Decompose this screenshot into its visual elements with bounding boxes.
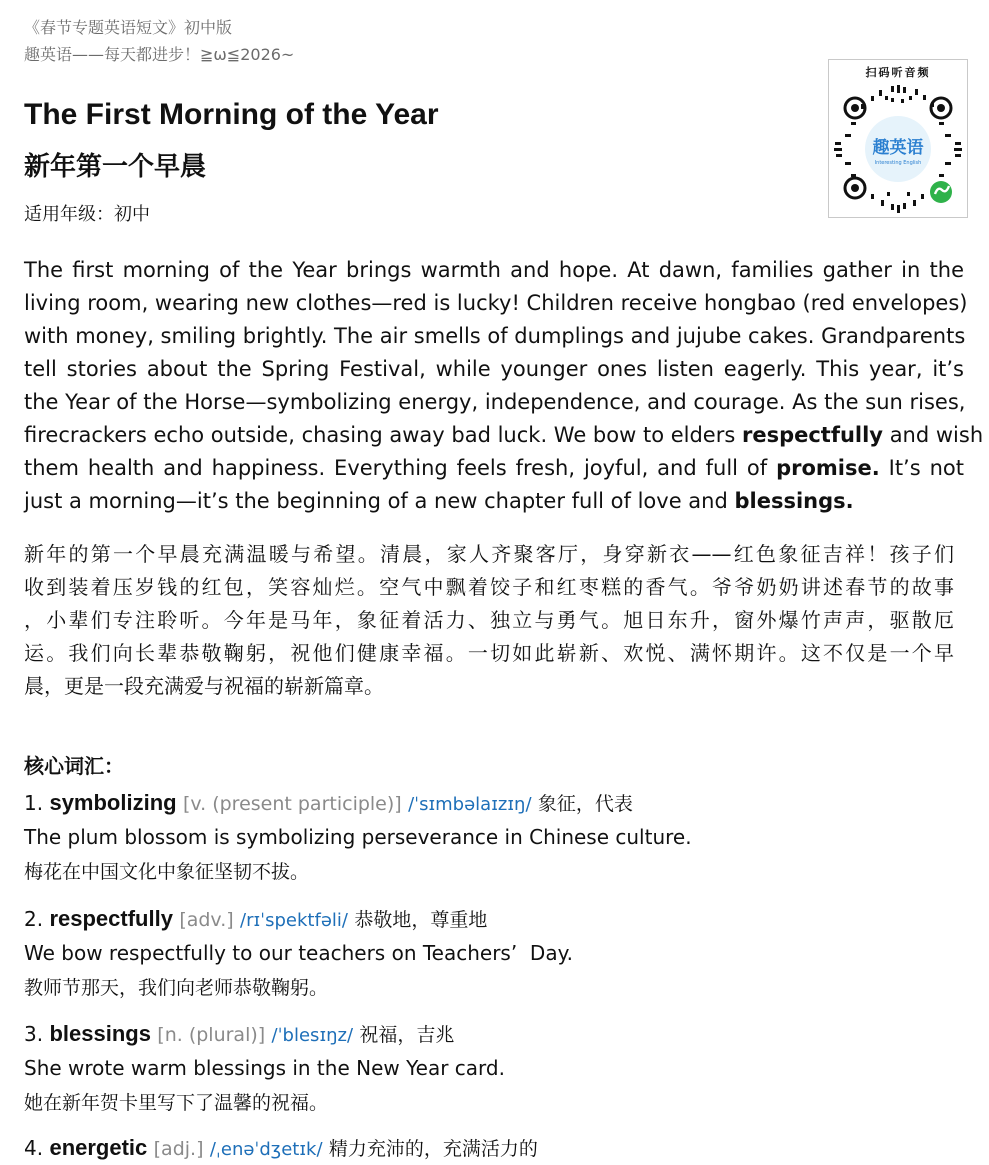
vocab-number: 3. xyxy=(24,1022,44,1046)
vocab-item xyxy=(24,1019,964,1121)
vocab-meaning: 象征，代表 xyxy=(537,793,633,815)
vocab-head xyxy=(24,904,964,936)
vocab-number: 1. xyxy=(24,791,44,815)
keyword-blessings: blessings. xyxy=(734,489,854,513)
chinese-line: 运。我们向长辈恭敬鞠躬，祝他们健康幸福。一切如此崭新、欢悦、满怀期许。这不仅是一个早 xyxy=(24,641,954,665)
vocab-example-zh: 教师节那天，我们向老师恭敬鞠躬。 xyxy=(24,977,329,999)
vocab-example-zh: 梅花在中国文化中象征坚韧不拔。 xyxy=(24,861,310,883)
vocab-meaning: 恭敬地，尊重地 xyxy=(354,909,488,931)
vocab-word: blessings xyxy=(49,1021,151,1046)
vocab-part-of-speech: [adj.] xyxy=(153,1138,204,1160)
vocab-phonetic: /ˈblesɪŋz/ xyxy=(271,1025,354,1046)
vocab-part-of-speech: [v. (present participle)] xyxy=(182,793,402,815)
vocab-example-en: We bow respectfully to our teachers on Teachers’ Day. xyxy=(24,941,573,965)
vocab-item xyxy=(24,788,964,890)
vocab-head xyxy=(24,1133,964,1165)
vocab-meaning: 精力充沛的，充满活力的 xyxy=(328,1138,538,1160)
vocab-example-en: She wrote warm blessings in the New Year card. xyxy=(24,1056,505,1080)
english-line-text: them health and happiness. Everything feels fresh, joyful, and full of xyxy=(24,456,777,480)
vocab-word: respectfully xyxy=(49,906,173,931)
keyword-respectfully: respectfully xyxy=(741,423,884,447)
vocab-heading: 核心词汇： xyxy=(24,754,124,778)
article-title-en: The First Morning of the Year xyxy=(24,98,439,131)
chinese-line: ，小辈们专注聆听。今年是马年，象征着活力、独立与勇气。旭日东升，窗外爆竹声声，驱散厄 xyxy=(24,608,954,632)
english-line xyxy=(24,419,984,452)
qr-finder-bottom-left xyxy=(845,178,865,198)
english-line-text: firecrackers echo outside, chasing away bad luck. We bow to elders xyxy=(24,423,742,447)
english-line-text: It’s not xyxy=(879,456,964,480)
series-title: 《春节专题英语短文》初中版 xyxy=(24,18,233,37)
english-line: with money, smiling brightly. The air smells of dumplings and jujube cakes. Grandparents xyxy=(24,324,966,348)
chinese-line: 新年的第一个早晨充满温暖与希望。清晨，家人齐聚客厅，身穿新衣——红色象征吉祥！孩子们 xyxy=(24,542,954,566)
qr-logo-sub: Interesting English xyxy=(874,160,922,166)
english-line: living room, wearing new clothes—red is lucky! Children receive hongbao (red envelopes) xyxy=(24,291,968,315)
vocab-item xyxy=(24,1133,964,1165)
vocab-head xyxy=(24,1019,964,1051)
vocab-phonetic: /ˌenəˈdʒetɪk/ xyxy=(209,1139,323,1160)
qr-caption: 扫码听音频 xyxy=(865,66,931,79)
vocab-phonetic: /ˈsɪmbəlaɪzɪŋ/ xyxy=(408,794,532,815)
grade-level: 适用年级：初中 xyxy=(24,204,150,225)
vocab-number: 4. xyxy=(24,1136,44,1160)
chinese-line: 晨，更是一段充满爱与祝福的崭新篇章。 xyxy=(24,674,384,698)
english-line-text: and wish xyxy=(883,423,984,447)
vocab-head xyxy=(24,788,964,820)
english-line xyxy=(24,485,964,518)
vocab-number: 2. xyxy=(24,907,44,931)
vocab-phonetic: /rɪˈspektfəli/ xyxy=(240,910,348,931)
mini-program-qr-code xyxy=(831,82,965,216)
qr-logo-brand: 趣英语 xyxy=(872,138,924,158)
english-paragraph xyxy=(24,254,984,518)
english-line: The first morning of the Year brings warmth and hope. At dawn, families gather in the xyxy=(24,258,964,282)
qr-code-box[interactable] xyxy=(828,59,968,218)
keyword-promise: promise. xyxy=(776,456,880,480)
chinese-paragraph xyxy=(24,538,954,703)
vocab-part-of-speech: [adv.] xyxy=(179,909,234,931)
vocab-meaning: 祝福，吉兆 xyxy=(359,1024,455,1046)
vocab-word: symbolizing xyxy=(49,790,177,815)
vocab-word: energetic xyxy=(49,1135,148,1160)
english-line-text: just a morning—it’s the beginning of a new chapter full of love and xyxy=(24,489,735,513)
chinese-line: 收到装着压岁钱的红包，笑容灿烂。空气中飘着饺子和红枣糕的香气。爷爷奶奶讲述春节的故事 xyxy=(24,575,954,599)
vocab-example-zh: 她在新年贺卡里写下了温馨的祝福。 xyxy=(24,1092,329,1114)
english-line xyxy=(24,452,964,485)
english-line: tell stories about the Spring Festival, while younger ones listen eagerly. This year, it’s xyxy=(24,357,964,381)
mini-program-icon xyxy=(930,181,952,203)
english-line: the Year of the Horse—symbolizing energy, independence, and courage. As the sun rises, xyxy=(24,390,966,414)
vocab-part-of-speech: [n. (plural)] xyxy=(157,1024,266,1046)
vocab-example-en: The plum blossom is symbolizing perseverance in Chinese culture. xyxy=(24,825,692,849)
article-title-zh: 新年第一个早晨 xyxy=(24,152,207,182)
vocab-item xyxy=(24,904,964,1006)
series-slogan: 趣英语——每天都进步！≧ω≦2026~ xyxy=(24,45,295,64)
qr-finder-top-right xyxy=(931,98,951,118)
